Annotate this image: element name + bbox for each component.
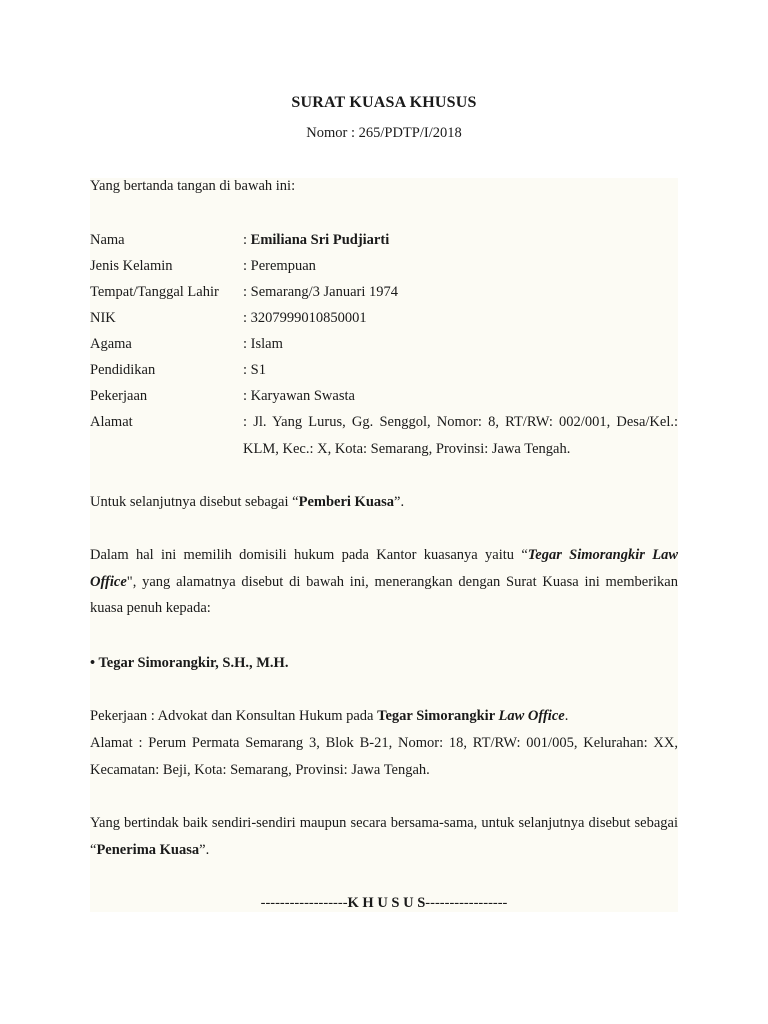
field-value: : 3207999010850001: [243, 310, 367, 326]
document-title: SURAT KUASA KHUSUS: [291, 94, 477, 111]
text: Dalam hal ini memilih domisili hukum pada Kantor kuasanya yaitu “: [90, 547, 528, 563]
text: Yang bertindak baik sendiri-sendiri maupun secara bersama-sama, untuk selanjutnya disebut sebagai “: [90, 815, 678, 858]
khusus-label: K H U S U S: [347, 895, 426, 911]
grantor-name: Emiliana Sri Pudjiarti: [250, 232, 390, 248]
dash-right: -----------------: [425, 895, 508, 911]
attorney-name: [90, 650, 678, 677]
field-value: : Semarang/3 Januari 1974: [243, 284, 399, 300]
law-office-name: Tegar Simorangkir Law Office: [90, 547, 678, 590]
paragraph-penerima-kuasa: [90, 810, 678, 863]
field-label: Pekerjaan: [90, 388, 148, 404]
field-value: : Karyawan Swasta: [243, 388, 355, 404]
text: Pekerjaan : Advokat dan Konsultan Hukum pada: [90, 708, 378, 724]
colon: :: [243, 232, 251, 248]
dash-left: ------------------: [260, 895, 348, 911]
paragraph-pemberi-kuasa: [90, 489, 678, 516]
field-value: : Perempuan: [243, 258, 316, 274]
intro-text: Yang bertanda tangan di bawah ini:: [90, 178, 296, 194]
attorney-job: [90, 703, 678, 730]
field-value: : S1: [243, 362, 266, 378]
field-label: Pendidikan: [90, 362, 156, 378]
attorney-name-text: • Tegar Simorangkir, S.H., M.H.: [90, 655, 289, 671]
paragraph-domisili: [90, 542, 678, 622]
field-label: Tempat/Tanggal Lahir: [90, 284, 219, 300]
field-label: Jenis Kelamin: [90, 258, 173, 274]
attorney-address: Alamat : Perum Permata Semarang 3, Blok B-21, Nomor: 18, RT/RW: 001/005, Kelurahan: XX, Kecamatan: Beji, Kota: Semarang, Provinsi: Jawa Tengah.: [90, 735, 678, 778]
field-label: Nama: [90, 232, 125, 248]
grantor-address: : Jl. Yang Lurus, Gg. Senggol, Nomor: 8, RT/RW: 002/001, Desa/Kel.: KLM, Kec.: X, Kota: Semarang, Provinsi: Jawa Tengah.: [243, 414, 678, 457]
document-number: Nomor : 265/PDTP/I/2018: [306, 125, 462, 141]
text: .: [564, 708, 569, 724]
field-label: Alamat: [90, 414, 133, 430]
text: ”.: [394, 494, 405, 510]
field-label: Agama: [90, 336, 132, 352]
office-name-italic: Law Office: [498, 708, 565, 724]
text: ", yang alamatnya disebut di bawah ini, menerangkan dengan Surat Kuasa ini memberikan kuasa penuh kepada:: [90, 573, 678, 616]
field-value: [243, 227, 389, 253]
field-value: : Islam: [243, 336, 283, 352]
field-label: NIK: [90, 310, 116, 326]
text: Untuk selanjutnya disebut sebagai “: [90, 494, 299, 510]
penerima-kuasa-term: Penerima Kuasa: [96, 841, 200, 858]
text: ”.: [199, 841, 210, 858]
pemberi-kuasa-term: Pemberi Kuasa: [298, 494, 395, 510]
section-heading-khusus: [0, 890, 768, 916]
office-name-bold: Tegar Simorangkir: [377, 708, 499, 724]
